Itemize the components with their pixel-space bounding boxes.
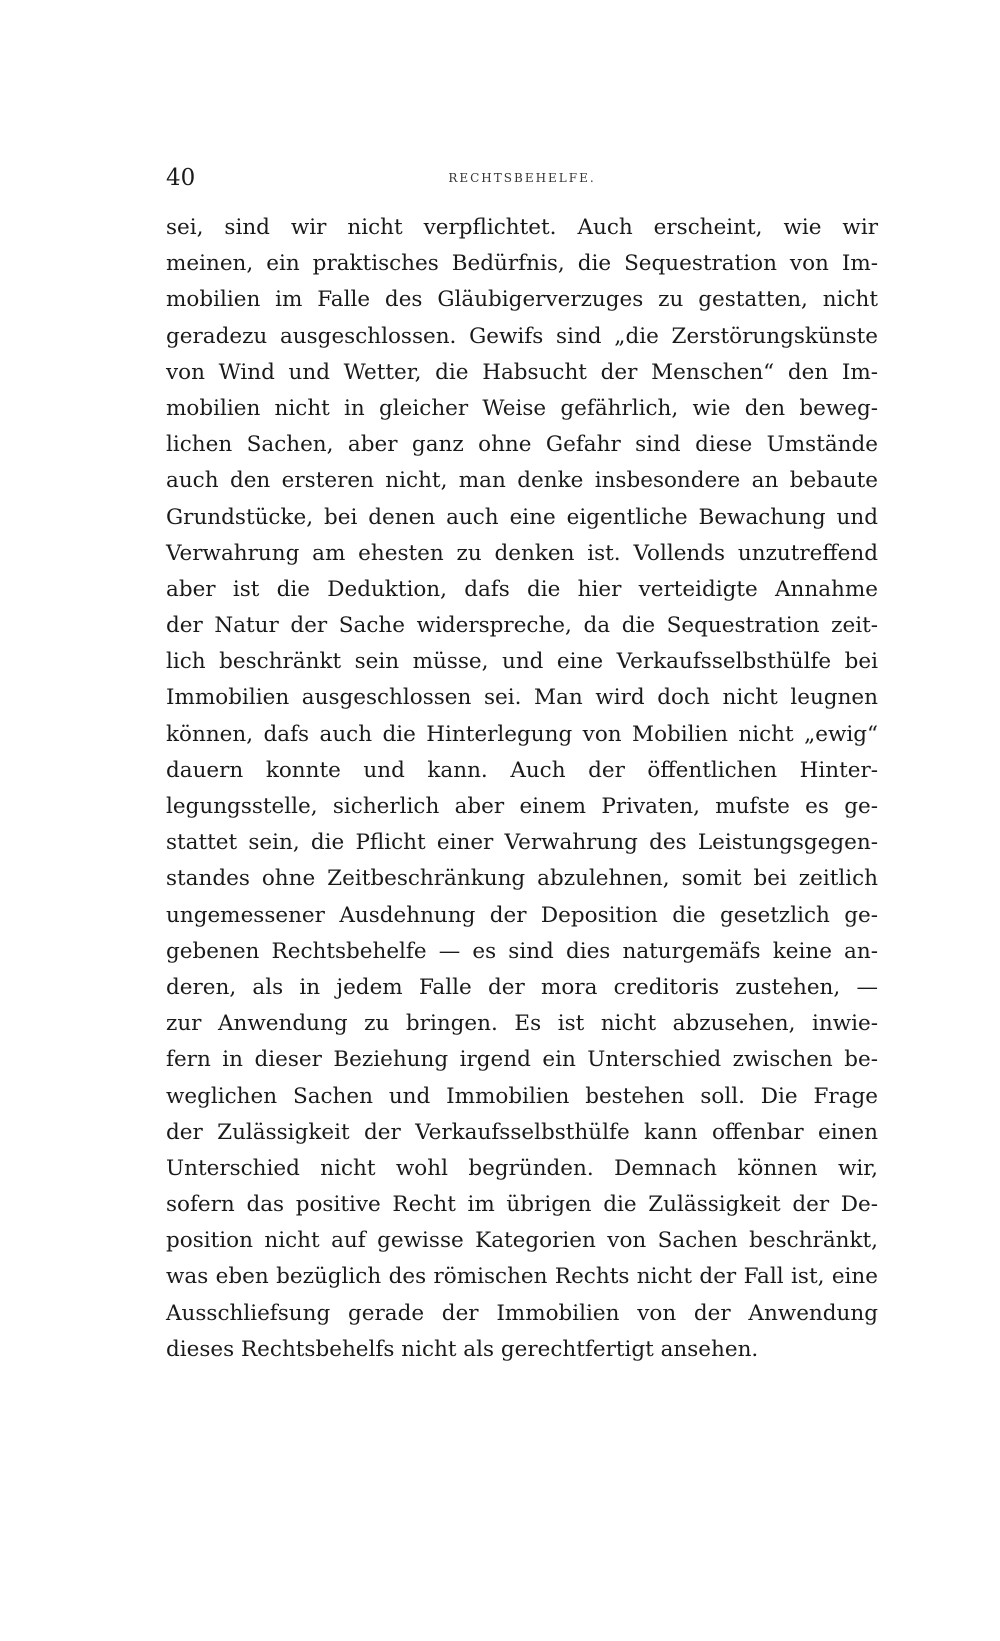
page-number: 40: [166, 165, 196, 191]
text-line: was eben bezüglich des römischen Rechts nicht der Fall ist, eine: [166, 1264, 878, 1290]
text-line: gebenen Rechtsbehelfe — es sind dies naturgemäfs keine an-: [166, 938, 878, 964]
text-line: geradezu ausgeschlossen. Gewifs sind „die Zerstörungskünste: [166, 323, 878, 349]
text-line: der Natur der Sache widerspreche, da die Sequestration zeit-: [166, 613, 878, 639]
text-line: von Wind und Wetter, die Habsucht der Menschen“ den Im-: [166, 359, 878, 385]
text-line: der Zulässigkeit der Verkaufsselbsthülfe kann offenbar einen: [166, 1119, 878, 1145]
text-line: lichen Sachen, aber ganz ohne Gefahr sind diese Umstände: [166, 432, 878, 458]
text-line: zur Anwendung zu bringen. Es ist nicht abzusehen, inwie-: [166, 1011, 878, 1037]
page-header: [166, 160, 878, 196]
text-line: lich beschränkt sein müsse, und eine Verkaufsselbsthülfe bei: [166, 649, 878, 675]
text-line: Verwahrung am ehesten zu denken ist. Vollends unzutreffend: [166, 540, 878, 566]
text-line: auch den ersteren nicht, man denke insbesondere an bebaute: [166, 468, 878, 494]
text-line: dieses Rechtsbehelfs nicht als gerechtfertigt ansehen.: [166, 1336, 759, 1362]
text-line: mobilien im Falle des Gläubigerverzuges zu gestatten, nicht: [166, 287, 878, 313]
text-line: stattet sein, die Pflicht einer Verwahrung des Leistungsgegen-: [166, 830, 878, 856]
text-line: Immobilien ausgeschlossen sei. Man wird doch nicht leugnen: [166, 685, 878, 711]
text-line: position nicht auf gewisse Kategorien von Sachen beschränkt,: [166, 1228, 878, 1254]
text-line: weglichen Sachen und Immobilien bestehen soll. Die Frage: [166, 1083, 878, 1109]
text-line: sofern das positive Recht im übrigen die Zulässigkeit der De-: [166, 1192, 878, 1218]
text-line: standes ohne Zeitbeschränkung abzulehnen, somit bei zeitlich: [166, 866, 878, 892]
text-line: Unterschied nicht wohl begründen. Demnach können wir,: [166, 1155, 878, 1181]
text-line: dauern konnte und kann. Auch der öffentlichen Hinter-: [166, 757, 878, 783]
text-line: sei, sind wir nicht verpflichtet. Auch erscheint, wie wir: [166, 215, 878, 240]
text-line: aber ist die Deduktion, dafs die hier verteidigte Annahme: [166, 576, 878, 602]
text-line: meinen, ein praktisches Bedürfnis, die Sequestration von Im-: [166, 251, 878, 277]
text-line: fern in dieser Beziehung irgend ein Unterschied zwischen be-: [166, 1047, 878, 1073]
text-line: Ausschliefsung gerade der Immobilien von der Anwendung: [166, 1300, 878, 1326]
text-line: legungsstelle, sicherlich aber einem Privaten, mufste es ge-: [166, 794, 878, 819]
text-line: mobilien nicht in gleicher Weise gefährlich, wie den beweg-: [166, 395, 878, 421]
running-head: RECHTSBEHELFE.: [448, 171, 596, 185]
text-line: ungemessener Ausdehnung der Deposition die gesetzlich ge-: [166, 902, 878, 928]
text-line: können, dafs auch die Hinterlegung von Mobilien nicht „ewig“: [166, 721, 878, 747]
text-line: deren, als in jedem Falle der mora creditoris zustehen, —: [166, 974, 878, 1000]
body-text: [166, 210, 878, 1368]
text-line: Grundstücke, bei denen auch eine eigentliche Bewachung und: [166, 504, 878, 530]
